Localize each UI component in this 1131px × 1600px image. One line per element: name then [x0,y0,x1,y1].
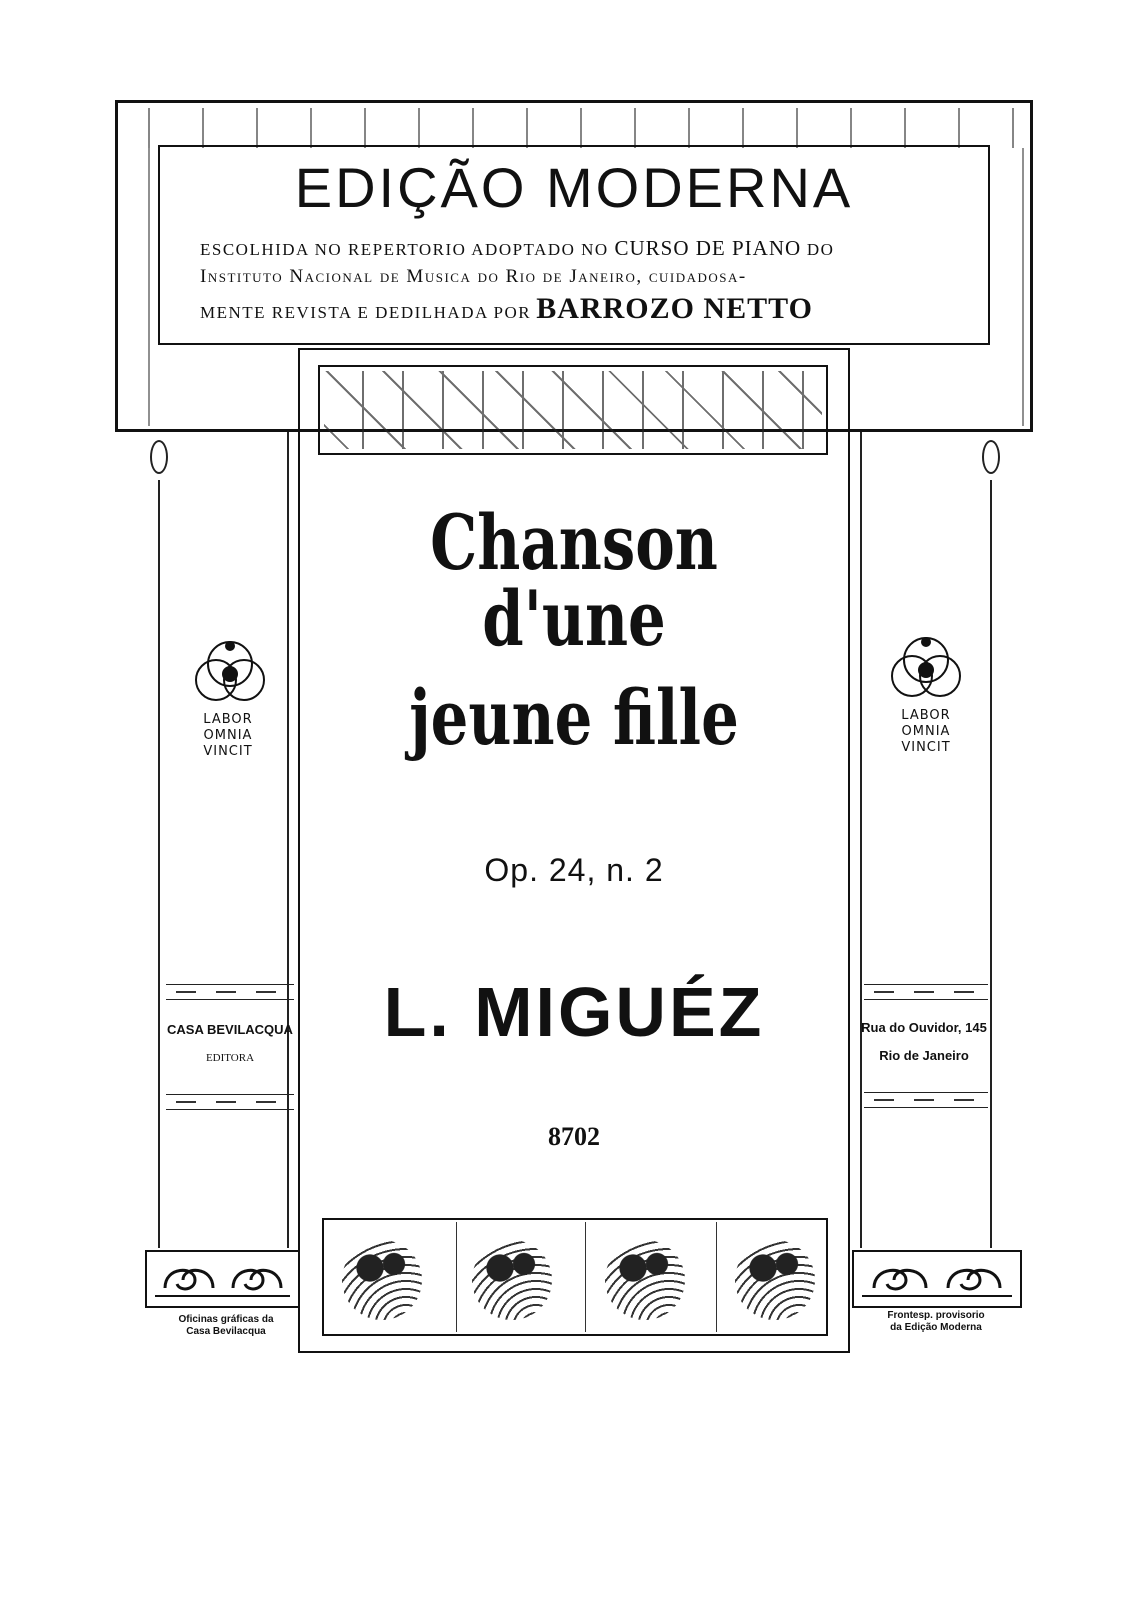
left-motto [168,712,288,760]
right-chain-top [864,984,988,1000]
subtitle-line-3 [200,292,960,326]
left-emblem-icon [192,636,268,704]
bottom-ornament-4 [735,1240,815,1320]
header-ornament-top [122,108,1026,148]
ornament-divider-3 [716,1222,717,1332]
subtitle-line-1a: ESCOLHIDA NO REPERTORIO ADOPTADO NO [200,240,609,259]
left-motto-line-1: LABOR [203,712,253,727]
subtitle-line-1 [200,236,960,261]
bottom-ornament-2 [472,1240,552,1320]
right-pillar-finial [982,440,1000,474]
left-footer-line-2: Casa Bevilacqua [186,1326,266,1337]
left-pillar-line-inner [287,432,289,1248]
publisher-role: EDITORA [205,1052,255,1064]
subtitle-line-1c: DO [806,240,835,259]
publisher-city: Rio de Janeiro [879,1048,969,1063]
work-title-line-1: Chanson d'une [430,498,718,663]
left-chain-bottom [166,1094,294,1110]
left-footer-note [160,1314,292,1338]
ornament-divider-2 [585,1222,586,1332]
center-ornament-pattern [324,371,822,449]
right-footer-line-1: Frontesp. provisorio [887,1310,985,1321]
right-motto [866,708,986,756]
publisher-name: CASA BEVILACQUA [167,1022,293,1037]
header-ornament-left [122,148,152,426]
editor-name: BARROZO NETTO [536,292,813,325]
right-pillar-line-outer [990,480,992,1248]
left-footer-line-1: Oficinas gráficas da [178,1314,274,1325]
left-chain-top [166,984,294,1000]
right-footer-note [856,1310,1016,1334]
right-motto-line-1: LABOR [901,708,951,723]
edition-title: EDIÇÃO MODERNA [294,156,854,219]
right-chain-bottom [864,1092,988,1108]
right-motto-line-3: VINCIT [901,740,951,755]
right-motto-line-2: OMNIA [901,724,951,739]
left-pillar-line-outer [158,480,160,1248]
plate-number: 8702 [548,1122,600,1151]
subtitle-line-3a: MENTE REVISTA E DEDILHADA POR [200,303,532,322]
left-motto-line-3: VINCIT [203,744,253,759]
publisher-address: Rua do Ouvidor, 145 [861,1020,987,1035]
right-pillar-line-inner [860,432,862,1248]
ornament-divider-1 [456,1222,457,1332]
right-emblem-icon [888,632,964,700]
right-footer-line-2: da Edição Moderna [890,1322,982,1333]
opus-number: Op. 24, n. 2 [484,852,664,888]
curso-de-piano: CURSO DE PIANO [614,236,802,260]
subtitle-line-2: Instituto Nacional de Musica do Rio de Janeiro, cuidadosa- [200,266,747,287]
composer-name: L. MIGUÉZ [383,973,765,1051]
left-pillar-finial [150,440,168,474]
bottom-ornament-1 [342,1240,422,1320]
header-ornament-right [996,148,1026,426]
left-motto-line-2: OMNIA [203,728,253,743]
work-title-line-2: jeune fille [409,673,739,762]
bottom-ornament-3 [605,1240,685,1320]
right-base-ornament [862,1258,1012,1300]
left-base-ornament [155,1258,290,1300]
